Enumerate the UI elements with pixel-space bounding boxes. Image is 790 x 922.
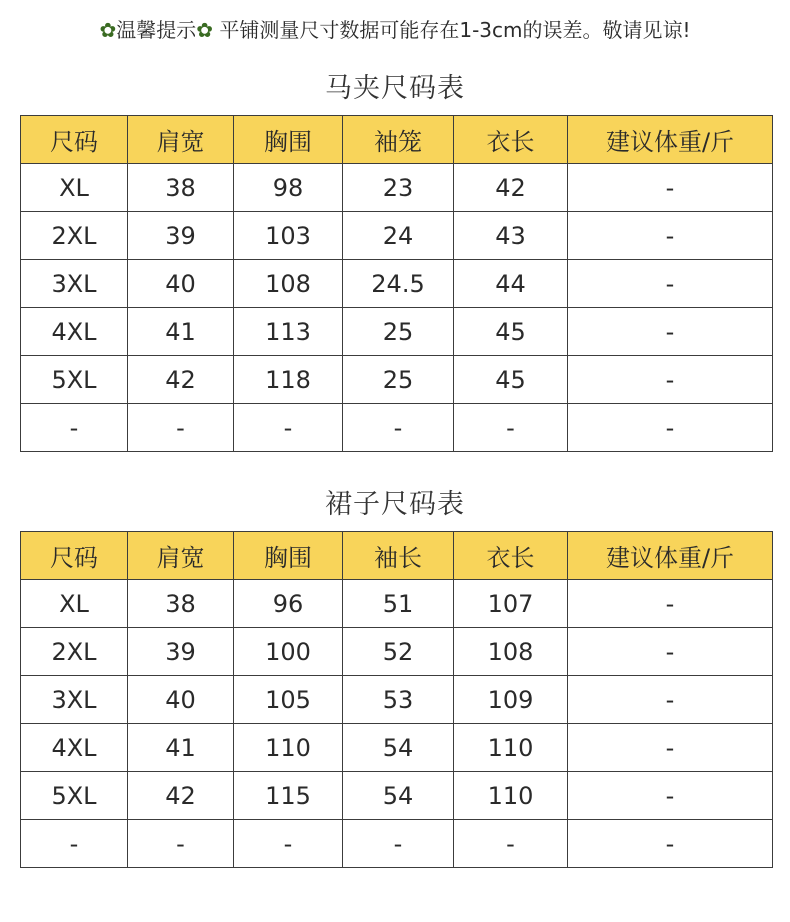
table-cell: 2XL (21, 628, 128, 676)
table-cell: - (568, 212, 773, 260)
table-cell: - (234, 820, 343, 868)
table-cell: 43 (454, 212, 568, 260)
table-cell: 42 (128, 772, 234, 820)
table-row (21, 356, 773, 404)
table-cell: 105 (234, 676, 343, 724)
table-cell: 110 (234, 724, 343, 772)
table-cell: 40 (128, 676, 234, 724)
table-cell: - (568, 628, 773, 676)
flower-icon: ✿ (196, 18, 213, 42)
table-cell: - (343, 820, 454, 868)
column-header: 肩宽 (128, 116, 234, 164)
table-cell: 42 (128, 356, 234, 404)
table-cell: - (234, 404, 343, 452)
table-cell: - (568, 724, 773, 772)
table-cell: 44 (454, 260, 568, 308)
table-cell: 108 (234, 260, 343, 308)
column-header: 建议体重/斤 (568, 116, 773, 164)
table-cell: 115 (234, 772, 343, 820)
notice-text: 平铺测量尺寸数据可能存在1-3cm的误差。敬请见谅! (219, 18, 691, 42)
table-cell: 2XL (21, 212, 128, 260)
table-cell: 100 (234, 628, 343, 676)
table-cell: - (568, 820, 773, 868)
table-row (21, 628, 773, 676)
column-header: 肩宽 (128, 532, 234, 580)
table-cell: 39 (128, 628, 234, 676)
table-row (21, 404, 773, 452)
table-cell: - (568, 772, 773, 820)
table-cell: - (21, 404, 128, 452)
column-header: 袖笼 (343, 116, 454, 164)
table-row (21, 772, 773, 820)
table-cell: 45 (454, 308, 568, 356)
table-cell: - (343, 404, 454, 452)
table-cell: 108 (454, 628, 568, 676)
table-cell: - (568, 404, 773, 452)
table-cell: - (454, 404, 568, 452)
table-cell: XL (21, 164, 128, 212)
table-row (21, 724, 773, 772)
table-cell: 45 (454, 356, 568, 404)
table-row (21, 260, 773, 308)
table-cell: 98 (234, 164, 343, 212)
table-header-row (21, 116, 773, 164)
table-row (21, 212, 773, 260)
flower-icon: ✿ (99, 18, 117, 42)
column-header: 尺码 (21, 532, 128, 580)
table-cell: - (568, 164, 773, 212)
table-cell: - (568, 580, 773, 628)
table-cell: 51 (343, 580, 454, 628)
notice-banner (0, 14, 790, 43)
table-row (21, 308, 773, 356)
table-cell: 24.5 (343, 260, 454, 308)
table-cell: - (128, 820, 234, 868)
table-cell: 113 (234, 308, 343, 356)
table-cell: - (454, 820, 568, 868)
notice-label: 温馨提示 (116, 18, 197, 42)
table-cell: 103 (234, 212, 343, 260)
skirt-size-table (20, 531, 773, 868)
column-header: 胸围 (234, 532, 343, 580)
table-cell: 5XL (21, 356, 128, 404)
table-cell: 109 (454, 676, 568, 724)
table-cell: XL (21, 580, 128, 628)
table-cell: 3XL (21, 676, 128, 724)
table-cell: - (568, 260, 773, 308)
table-cell: 54 (343, 772, 454, 820)
table-cell: 41 (128, 308, 234, 356)
column-header: 衣长 (454, 116, 568, 164)
table-cell: - (21, 820, 128, 868)
table-cell: 41 (128, 724, 234, 772)
table-cell: 54 (343, 724, 454, 772)
table-cell: 40 (128, 260, 234, 308)
column-header: 袖长 (343, 532, 454, 580)
table-cell: 4XL (21, 308, 128, 356)
column-header: 建议体重/斤 (568, 532, 773, 580)
table-cell: - (128, 404, 234, 452)
table-cell: 52 (343, 628, 454, 676)
table-cell: 3XL (21, 260, 128, 308)
table-cell: - (568, 676, 773, 724)
table-cell: 42 (454, 164, 568, 212)
column-header: 衣长 (454, 532, 568, 580)
table-cell: 23 (343, 164, 454, 212)
table-cell: 4XL (21, 724, 128, 772)
table-cell: 110 (454, 724, 568, 772)
column-header: 尺码 (21, 116, 128, 164)
table-cell: 5XL (21, 772, 128, 820)
table-cell: 38 (128, 164, 234, 212)
table-cell: 24 (343, 212, 454, 260)
vest-size-table (20, 115, 773, 452)
table-cell: 110 (454, 772, 568, 820)
table-row (21, 676, 773, 724)
table-cell: - (568, 308, 773, 356)
table-cell: 25 (343, 356, 454, 404)
table-row (21, 580, 773, 628)
column-header: 胸围 (234, 116, 343, 164)
table-cell: 107 (454, 580, 568, 628)
table-cell: 118 (234, 356, 343, 404)
table-cell: 38 (128, 580, 234, 628)
table-cell: 96 (234, 580, 343, 628)
table-header-row (21, 532, 773, 580)
table-cell: 25 (343, 308, 454, 356)
table-cell: - (568, 356, 773, 404)
table-cell: 53 (343, 676, 454, 724)
table-row (21, 164, 773, 212)
table-row (21, 820, 773, 868)
skirt-table-title: 裙子尺码表 (325, 489, 465, 520)
table-cell: 39 (128, 212, 234, 260)
vest-table-title: 马夹尺码表 (325, 73, 465, 104)
